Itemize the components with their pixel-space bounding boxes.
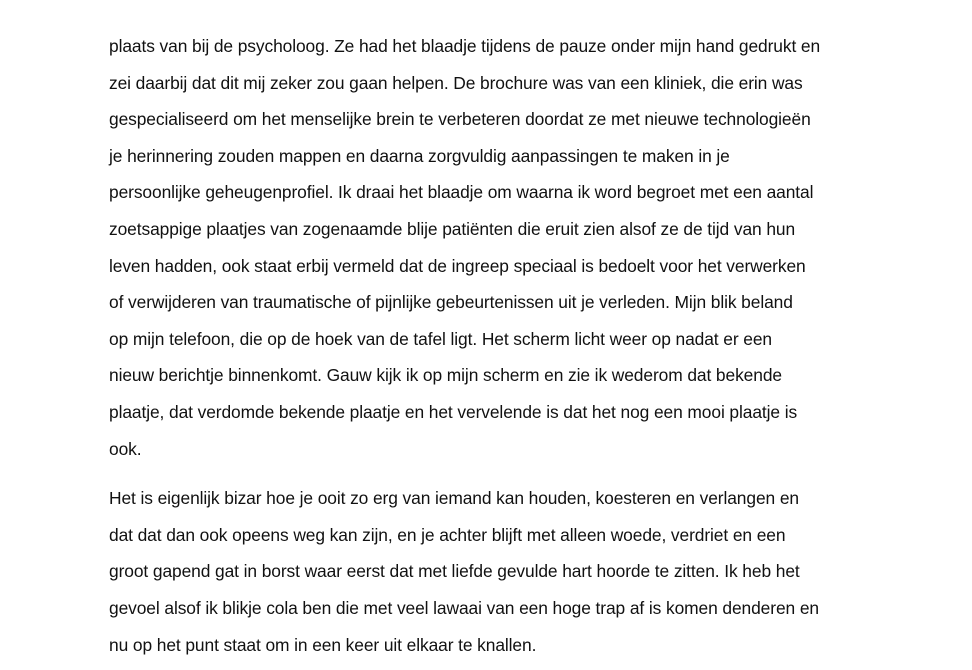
text-line: groot gapend gat in borst waar eerst dat met liefde gevulde hart hoorde te zitten. Ik heb het bbox=[109, 561, 800, 582]
text-line: op mijn telefoon, die op de hoek van de tafel ligt. Het scherm licht weer op nadat er een bbox=[109, 328, 772, 349]
text-line: nieuw berichtje binnenkomt. Gauw kijk ik op mijn scherm en zie ik wederom dat bekende bbox=[109, 365, 782, 386]
text-line: of verwijderen van traumatische of pijnlijke gebeurtenissen uit je verleden. Mijn blik beland bbox=[109, 292, 793, 313]
text-line: dat dat dan ook opeens weg kan zijn, en je achter blijft met alleen woede, verdriet en een bbox=[109, 524, 786, 545]
document-body bbox=[109, 28, 889, 663]
text-line: plaats van bij de psycholoog. Ze had het blaadje tijdens de pauze onder mijn hand gedrukt en bbox=[109, 36, 821, 56]
text-line: ook. bbox=[109, 438, 142, 459]
text-line: gevoel alsof ik blikje cola ben die met veel lawaai van een hoge trap af is komen denderen en bbox=[109, 597, 819, 618]
text-line: persoonlijke geheugenprofiel. Ik draai het blaadje om waarna ik word begroet met een aantal bbox=[109, 182, 814, 203]
paragraph-2 bbox=[109, 480, 889, 663]
text-line: zoetsappige plaatjes van zogenaamde blije patiënten die eruit zien alsof ze de tijd van hun bbox=[109, 218, 796, 239]
text-line: gespecialiseerd om het menselijke brein te verbeteren doordat ze met nieuwe technologieën bbox=[109, 109, 811, 130]
text-line: Het is eigenlijk bizar hoe je ooit zo erg van iemand kan houden, koesteren en verlangen en bbox=[109, 488, 799, 509]
text-line: je herinnering zouden mappen en daarna zorgvuldig aanpassingen te maken in je bbox=[109, 145, 730, 166]
text-line: nu op het punt staat om in een keer uit elkaar te knallen. bbox=[109, 634, 537, 655]
text-line: plaatje, dat verdomde bekende plaatje en het vervelende is dat het nog een mooi plaatje is bbox=[109, 401, 798, 422]
paragraph-spacing bbox=[109, 467, 889, 480]
text-line: leven hadden, ook staat erbij vermeld dat de ingreep speciaal is bedoelt voor het verwerken bbox=[109, 255, 806, 276]
text-line: zei daarbij dat dit mij zeker zou gaan helpen. De brochure was van een kliniek, die erin was bbox=[109, 72, 803, 93]
paragraph-1 bbox=[109, 28, 889, 467]
